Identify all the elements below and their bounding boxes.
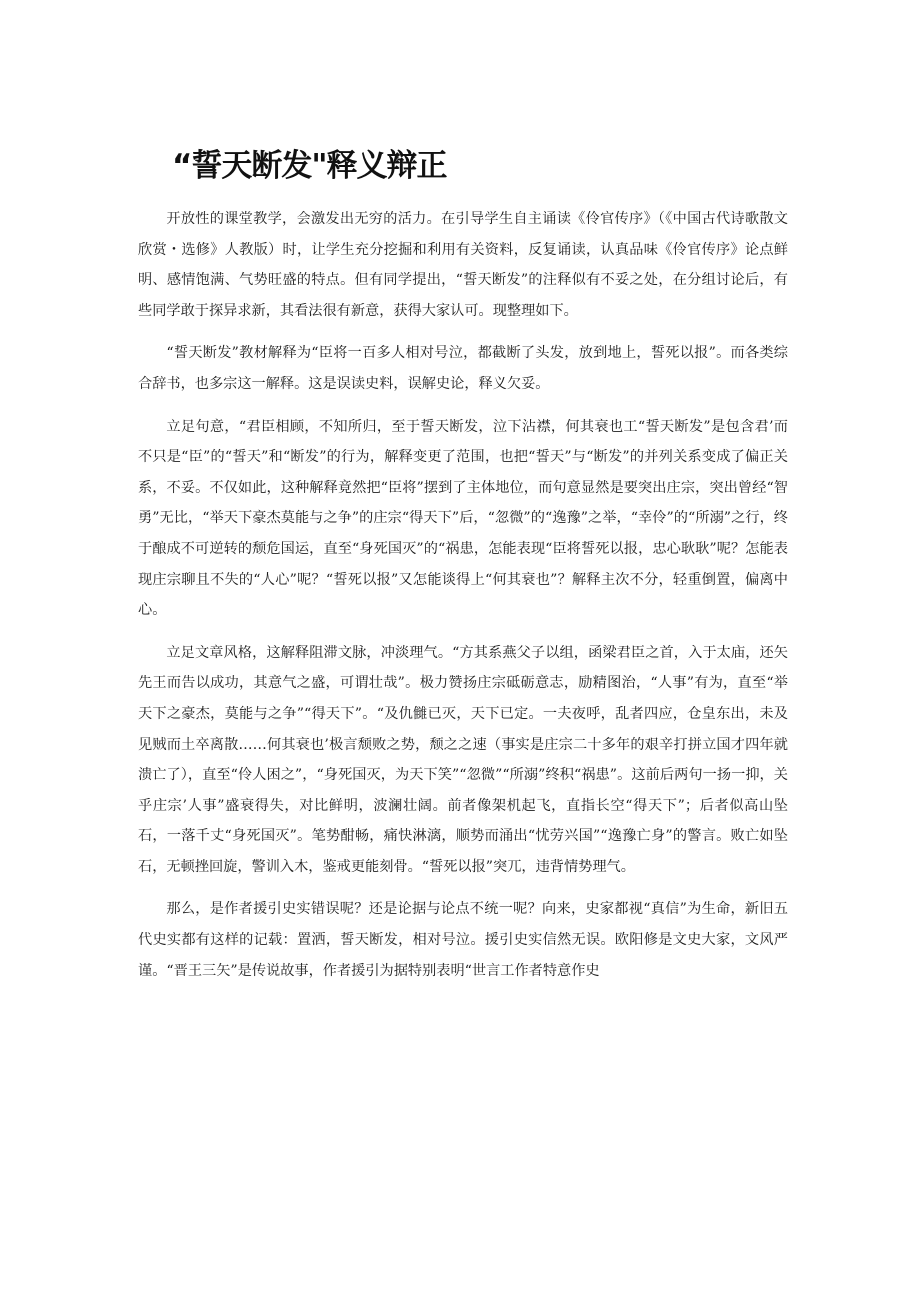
paragraph-writing-style: 立足文章风格，这解释阻滞文脉，冲淡理气。“方其系燕父子以组，函梁君臣之首，入于太庙，还矢先王而告以成功，其意气之盛，可谓壮哉”。极力赞扬庄宗砥砺意志，励精图治，“人事”有为，直至“举天下之豪杰，莫能与之争”“得天下”。“及仇雠已灭，天下已定。一夫夜呼，乱者四应，仓皇东出，未及见贼而土卒离散……何其衰也’极言颓败之势，颓之之速（事实是庄宗二十多年的艰辛打拼立国才四年就溃亡了），直至“伶人困之”，“身死国灭，为天下笑”“忽微”“所溺”终积“祸患”。这前后两句一扬一抑，关乎庄宗’人事”盛衰得失，对比鲜明，波澜壮阔。前者像架机起飞，直指长空“得天下”；后者似高山坠石，一落千丈“身死国灭”。笔势酣畅，痛快淋漓，顺势而涌出“忧劳兴国”“逸豫亡身”的警言。败亡如坠石，无顿挫回旋，警训入木，鉴戒更能刻骨。“誓死以报”突兀，违背情势理气。 bbox=[138, 644, 788, 875]
paragraph-intro: 开放性的课堂教学，会激发出无穷的活力。在引导学生自主诵读《伶官传序》（《中国古代诗歌散文欣赏・选修》人教版）时，让学生充分挖掘和利用有关资料，反复诵读，认真品味《伶官传序》论点鲜明、感情饱满、气势旺盛的特点。但有同学提出，“誓天断发”的注释似有不妥之处，在分组讨论后，有些同学敢于探异求新，其看法很有新意，获得大家认可。现整理如下。 bbox=[138, 211, 788, 319]
article-title: “誓天断发"释义辩正 bbox=[172, 148, 447, 184]
article-body bbox=[138, 204, 788, 998]
paragraph-textbook-definition: “誓天断发”教材解释为“臣将一百多人相对号泣，都截断了头发，放到地上，誓死以报”。而各类综合辞书，也多宗这一解释。这是误读史料，误解史论，释义欠妥。 bbox=[138, 345, 788, 392]
paragraph-sentence-meaning: 立足句意，“君臣相顾，不知所归，至于誓天断发，泣下沾襟，何其衰也工“誓天断发”是包含君’而不只是“臣”的“誓天”和“断发”的行为，解释变更了范围，也把“誓天”与“断发”的并列关系变成了偏正关系，不妥。不仅如此，这种解释竟然把“臣将”摆到了主体地位，而句意显然是要突出庄宗，突出曾经“智勇”无比，“举天下豪杰莫能与之争”的庄宗“得天下”后，“忽微”的“逸豫”之举，“幸伶”的“所溺”之行，终于酿成不可逆转的颓危国运，直至“身死国灭”的“祸患，怎能表现“臣将誓死以报，忠心耿耿”呢？怎能表现庄宗聊且不失的“人心”呢？“誓死以报”又怎能谈得上“何其衰也”？解释主次不分，轻重倒置，偏离中心。 bbox=[138, 418, 788, 619]
paragraph-historical-facts: 那么，是作者援引史实错误呢？还是论据与论点不统一呢？向来，史家都视“真信”为生命，新旧五代史实都有这样的记载：置洒，誓天断发，相对号泣。援引史实信然无误。欧阳修是文史大家，文风严谨。“晋王三矢”是传说故事，作者援引为据特别表明“世言工作者特意作史 bbox=[138, 901, 788, 979]
